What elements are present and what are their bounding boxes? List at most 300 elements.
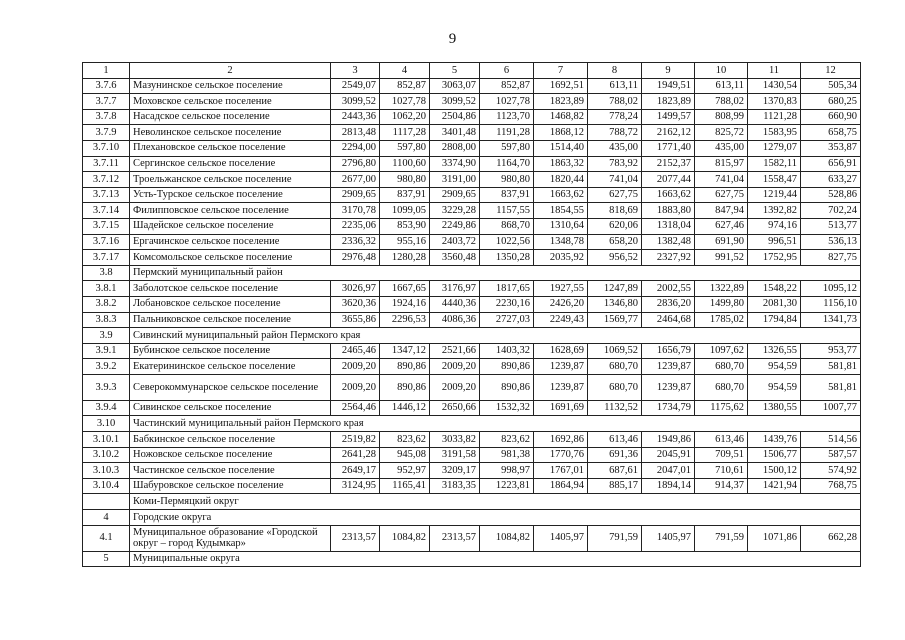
value-cell: 2836,20 (642, 296, 695, 312)
settlement-name: Пальниковское сельское поселение (130, 312, 331, 328)
settlement-name: Заболотское сельское поселение (130, 281, 331, 297)
value-cell: 996,51 (748, 234, 801, 250)
value-cell: 1548,22 (748, 281, 801, 297)
value-cell: 680,70 (588, 374, 642, 400)
value-cell: 1663,62 (534, 187, 588, 203)
column-header: 10 (695, 63, 748, 79)
row-code: 3.8.2 (83, 296, 130, 312)
value-cell: 2464,68 (642, 312, 695, 328)
value-cell: 435,00 (588, 140, 642, 156)
value-cell: 587,57 (801, 447, 861, 463)
value-cell: 687,61 (588, 463, 642, 479)
table-row (83, 281, 861, 297)
settlement-name: Мазунинское сельское поселение (130, 78, 331, 94)
value-cell: 1132,52 (588, 400, 642, 416)
value-cell: 768,75 (801, 478, 861, 494)
table-row (83, 432, 861, 448)
value-cell: 691,36 (588, 447, 642, 463)
row-code: 3.10 (83, 416, 130, 432)
column-header: 5 (430, 63, 480, 79)
settlement-name: Усть-Турское сельское поселение (130, 187, 331, 203)
value-cell: 613,11 (695, 78, 748, 94)
section-row (83, 510, 861, 526)
value-cell: 1663,62 (642, 187, 695, 203)
value-cell: 788,02 (695, 94, 748, 110)
value-cell: 1322,89 (695, 281, 748, 297)
value-cell: 815,97 (695, 156, 748, 172)
value-cell: 3170,78 (331, 203, 380, 219)
column-header: 8 (588, 63, 642, 79)
row-code: 3.8 (83, 265, 130, 281)
value-cell: 1582,11 (748, 156, 801, 172)
value-cell: 945,08 (380, 447, 430, 463)
value-cell: 658,20 (588, 234, 642, 250)
value-cell: 1121,28 (748, 109, 801, 125)
value-cell: 1239,87 (534, 359, 588, 375)
value-cell: 1350,28 (480, 250, 534, 266)
value-cell: 2162,12 (642, 125, 695, 141)
value-cell: 1279,07 (748, 140, 801, 156)
value-cell: 1692,86 (534, 432, 588, 448)
table-row (83, 234, 861, 250)
value-cell: 823,62 (480, 432, 534, 448)
value-cell: 1752,95 (748, 250, 801, 266)
value-cell: 852,87 (380, 78, 430, 94)
value-cell: 1403,32 (480, 343, 534, 359)
value-cell: 2313,57 (331, 525, 380, 551)
value-cell: 710,61 (695, 463, 748, 479)
value-cell: 1100,60 (380, 156, 430, 172)
value-cell: 2249,86 (430, 218, 480, 234)
value-cell: 3063,07 (430, 78, 480, 94)
value-cell: 1883,80 (642, 203, 695, 219)
column-header: 4 (380, 63, 430, 79)
section-row (83, 551, 861, 567)
value-cell: 1823,89 (642, 94, 695, 110)
value-cell: 954,59 (748, 359, 801, 375)
column-header: 11 (748, 63, 801, 79)
value-cell: 1219,44 (748, 187, 801, 203)
value-cell: 2035,92 (534, 250, 588, 266)
value-cell: 2465,46 (331, 343, 380, 359)
value-cell: 1949,51 (642, 78, 695, 94)
value-cell: 837,91 (480, 187, 534, 203)
settlement-name: Моховское сельское поселение (130, 94, 331, 110)
value-cell: 2152,37 (642, 156, 695, 172)
value-cell: 613,11 (588, 78, 642, 94)
settlement-name: Екатерининское сельское поселение (130, 359, 331, 375)
value-cell: 2909,65 (430, 187, 480, 203)
row-code (83, 494, 130, 510)
section-row (83, 494, 861, 510)
settlement-name: Шадейское сельское поселение (130, 218, 331, 234)
value-cell: 890,86 (380, 374, 430, 400)
table-row (83, 463, 861, 479)
value-cell: 3229,28 (430, 203, 480, 219)
value-cell: 2002,55 (642, 281, 695, 297)
row-code: 3.9 (83, 328, 130, 344)
value-cell: 660,90 (801, 109, 861, 125)
value-cell: 1506,77 (748, 447, 801, 463)
value-cell: 2327,92 (642, 250, 695, 266)
row-code: 3.7.14 (83, 203, 130, 219)
value-cell: 1439,76 (748, 432, 801, 448)
column-header: 2 (130, 63, 331, 79)
value-cell: 536,13 (801, 234, 861, 250)
value-cell: 1468,82 (534, 109, 588, 125)
value-cell: 953,77 (801, 343, 861, 359)
row-code: 3.10.1 (83, 432, 130, 448)
value-cell: 2009,20 (430, 359, 480, 375)
value-cell: 853,90 (380, 218, 430, 234)
value-cell: 2976,48 (331, 250, 380, 266)
row-code: 3.9.2 (83, 359, 130, 375)
value-cell: 702,24 (801, 203, 861, 219)
table-row (83, 203, 861, 219)
value-cell: 1927,55 (534, 281, 588, 297)
settlement-name: Муниципальное образование «Городской округ – город Кудымкар» (130, 525, 331, 551)
value-cell: 1326,55 (748, 343, 801, 359)
column-header: 6 (480, 63, 534, 79)
page-number: 9 (448, 31, 457, 47)
value-cell: 528,86 (801, 187, 861, 203)
value-cell: 1894,14 (642, 478, 695, 494)
value-cell: 658,75 (801, 125, 861, 141)
value-cell: 633,27 (801, 172, 861, 188)
value-cell: 847,94 (695, 203, 748, 219)
value-cell: 2045,91 (642, 447, 695, 463)
value-cell: 852,87 (480, 78, 534, 94)
value-cell: 1095,12 (801, 281, 861, 297)
table-row (83, 296, 861, 312)
settlement-name: Ергачинское сельское поселение (130, 234, 331, 250)
value-cell: 1165,41 (380, 478, 430, 494)
value-cell: 1071,86 (748, 525, 801, 551)
value-cell: 1239,87 (534, 374, 588, 400)
table-row (83, 109, 861, 125)
value-cell: 505,34 (801, 78, 861, 94)
value-cell: 2519,82 (331, 432, 380, 448)
table-row (83, 478, 861, 494)
value-cell: 1628,69 (534, 343, 588, 359)
value-cell: 1405,97 (534, 525, 588, 551)
value-cell: 613,46 (695, 432, 748, 448)
table-row (83, 172, 861, 188)
row-code: 3.7.7 (83, 94, 130, 110)
row-code: 3.7.15 (83, 218, 130, 234)
row-code: 3.7.17 (83, 250, 130, 266)
value-cell: 868,70 (480, 218, 534, 234)
settlement-name: Насадское сельское поселение (130, 109, 331, 125)
value-cell: 1924,16 (380, 296, 430, 312)
value-cell: 1341,73 (801, 312, 861, 328)
value-cell: 1382,48 (642, 234, 695, 250)
value-cell: 980,80 (480, 172, 534, 188)
value-cell: 2649,17 (331, 463, 380, 479)
value-cell: 1239,87 (642, 374, 695, 400)
section-title: Сивинский муниципальный район Пермского края (130, 328, 861, 344)
value-cell: 2909,65 (331, 187, 380, 203)
settlement-name: Шабуровское сельское поселение (130, 478, 331, 494)
value-cell: 1223,81 (480, 478, 534, 494)
value-cell: 954,59 (748, 374, 801, 400)
value-cell: 435,00 (695, 140, 748, 156)
value-cell: 2336,32 (331, 234, 380, 250)
value-cell: 597,80 (380, 140, 430, 156)
value-cell: 1514,40 (534, 140, 588, 156)
value-cell: 1864,94 (534, 478, 588, 494)
value-cell: 998,97 (480, 463, 534, 479)
settlement-name: Ножовское сельское поселение (130, 447, 331, 463)
value-cell: 3209,17 (430, 463, 480, 479)
settlement-name: Сивинское сельское поселение (130, 400, 331, 416)
value-cell: 3183,35 (430, 478, 480, 494)
value-cell: 1532,32 (480, 400, 534, 416)
value-cell: 956,52 (588, 250, 642, 266)
value-cell: 2641,28 (331, 447, 380, 463)
value-cell: 2650,66 (430, 400, 480, 416)
value-cell: 1175,62 (695, 400, 748, 416)
value-cell: 981,38 (480, 447, 534, 463)
row-code: 3.10.4 (83, 478, 130, 494)
value-cell: 1785,02 (695, 312, 748, 328)
value-cell: 890,86 (480, 359, 534, 375)
value-cell: 1084,82 (480, 525, 534, 551)
value-cell: 788,72 (588, 125, 642, 141)
settlement-name: Неволинское сельское поселение (130, 125, 331, 141)
value-cell: 1691,69 (534, 400, 588, 416)
value-cell: 691,90 (695, 234, 748, 250)
table-row (83, 125, 861, 141)
value-cell: 1734,79 (642, 400, 695, 416)
row-code: 4 (83, 510, 130, 526)
row-code: 3.8.1 (83, 281, 130, 297)
value-cell: 620,06 (588, 218, 642, 234)
value-cell: 1123,70 (480, 109, 534, 125)
value-cell: 1239,87 (642, 359, 695, 375)
value-cell: 791,59 (695, 525, 748, 551)
row-code: 3.7.16 (83, 234, 130, 250)
row-code: 3.7.9 (83, 125, 130, 141)
value-cell: 1794,84 (748, 312, 801, 328)
value-cell: 2047,01 (642, 463, 695, 479)
value-cell: 3033,82 (430, 432, 480, 448)
value-cell: 1583,95 (748, 125, 801, 141)
row-code: 5 (83, 551, 130, 567)
value-cell: 1097,62 (695, 343, 748, 359)
value-cell: 808,99 (695, 109, 748, 125)
value-cell: 1157,55 (480, 203, 534, 219)
value-cell: 818,69 (588, 203, 642, 219)
section-title: Городские округа (130, 510, 861, 526)
table-row (83, 312, 861, 328)
value-cell: 4086,36 (430, 312, 480, 328)
value-cell: 1656,79 (642, 343, 695, 359)
value-cell: 2294,00 (331, 140, 380, 156)
value-cell: 2296,53 (380, 312, 430, 328)
value-cell: 656,91 (801, 156, 861, 172)
row-code: 3.9.1 (83, 343, 130, 359)
table-row (83, 359, 861, 375)
section-title: Частинский муниципальный район Пермского края (130, 416, 861, 432)
value-cell: 1022,56 (480, 234, 534, 250)
value-cell: 1027,78 (480, 94, 534, 110)
value-cell: 1770,76 (534, 447, 588, 463)
value-cell: 1430,54 (748, 78, 801, 94)
value-cell: 1446,12 (380, 400, 430, 416)
value-cell: 991,52 (695, 250, 748, 266)
value-cell: 2081,30 (748, 296, 801, 312)
value-cell: 1027,78 (380, 94, 430, 110)
value-cell: 1569,77 (588, 312, 642, 328)
value-cell: 783,92 (588, 156, 642, 172)
settlement-name: Бабкинское сельское поселение (130, 432, 331, 448)
value-cell: 2443,36 (331, 109, 380, 125)
table-row (83, 140, 861, 156)
table-row (83, 218, 861, 234)
value-cell: 3401,48 (430, 125, 480, 141)
table-row (83, 78, 861, 94)
value-cell: 1868,12 (534, 125, 588, 141)
row-code: 3.7.8 (83, 109, 130, 125)
value-cell: 791,59 (588, 525, 642, 551)
value-cell: 1854,55 (534, 203, 588, 219)
value-cell: 1820,44 (534, 172, 588, 188)
table-header-row (83, 63, 861, 79)
value-cell: 4440,36 (430, 296, 480, 312)
value-cell: 574,92 (801, 463, 861, 479)
value-cell: 1099,05 (380, 203, 430, 219)
value-cell: 1007,77 (801, 400, 861, 416)
value-cell: 1310,64 (534, 218, 588, 234)
table-row (83, 525, 861, 551)
value-cell: 1823,89 (534, 94, 588, 110)
column-header: 12 (801, 63, 861, 79)
value-cell: 662,28 (801, 525, 861, 551)
data-table (82, 62, 861, 567)
section-row (83, 416, 861, 432)
value-cell: 2249,43 (534, 312, 588, 328)
value-cell: 1817,65 (480, 281, 534, 297)
settlement-name: Северокоммунарское сельское поселение (130, 374, 331, 400)
value-cell: 1499,57 (642, 109, 695, 125)
value-cell: 2808,00 (430, 140, 480, 156)
value-cell: 1062,20 (380, 109, 430, 125)
value-cell: 1156,10 (801, 296, 861, 312)
value-cell: 1499,80 (695, 296, 748, 312)
value-cell: 3099,52 (331, 94, 380, 110)
value-cell: 2549,07 (331, 78, 380, 94)
value-cell: 837,91 (380, 187, 430, 203)
value-cell: 1863,32 (534, 156, 588, 172)
value-cell: 778,24 (588, 109, 642, 125)
value-cell: 1392,82 (748, 203, 801, 219)
value-cell: 3099,52 (430, 94, 480, 110)
value-cell: 353,87 (801, 140, 861, 156)
row-code: 3.7.6 (83, 78, 130, 94)
row-code: 4.1 (83, 525, 130, 551)
column-header: 3 (331, 63, 380, 79)
value-cell: 1421,94 (748, 478, 801, 494)
table-row (83, 156, 861, 172)
value-cell: 513,77 (801, 218, 861, 234)
value-cell: 581,81 (801, 359, 861, 375)
value-cell: 914,37 (695, 478, 748, 494)
value-cell: 2235,06 (331, 218, 380, 234)
value-cell: 823,62 (380, 432, 430, 448)
value-cell: 3655,86 (331, 312, 380, 328)
value-cell: 885,17 (588, 478, 642, 494)
value-cell: 514,56 (801, 432, 861, 448)
value-cell: 627,75 (588, 187, 642, 203)
settlement-name: Бубинское сельское поселение (130, 343, 331, 359)
value-cell: 709,51 (695, 447, 748, 463)
value-cell: 1348,78 (534, 234, 588, 250)
section-title: Муниципальные округа (130, 551, 861, 567)
value-cell: 825,72 (695, 125, 748, 141)
column-header: 1 (83, 63, 130, 79)
value-cell: 2230,16 (480, 296, 534, 312)
table-row (83, 374, 861, 400)
value-cell: 2009,20 (331, 374, 380, 400)
value-cell: 1558,47 (748, 172, 801, 188)
value-cell: 2426,20 (534, 296, 588, 312)
row-code: 3.7.10 (83, 140, 130, 156)
row-code: 3.7.12 (83, 172, 130, 188)
section-row (83, 265, 861, 281)
value-cell: 1318,04 (642, 218, 695, 234)
value-cell: 1692,51 (534, 78, 588, 94)
value-cell: 2313,57 (430, 525, 480, 551)
value-cell: 2009,20 (331, 359, 380, 375)
value-cell: 1117,28 (380, 125, 430, 141)
value-cell: 2403,72 (430, 234, 480, 250)
value-cell: 3026,97 (331, 281, 380, 297)
value-cell: 3560,48 (430, 250, 480, 266)
value-cell: 3191,58 (430, 447, 480, 463)
settlement-name: Частинское сельское поселение (130, 463, 331, 479)
value-cell: 680,70 (695, 374, 748, 400)
value-cell: 1247,89 (588, 281, 642, 297)
row-code: 3.9.3 (83, 374, 130, 400)
value-cell: 974,16 (748, 218, 801, 234)
column-header: 7 (534, 63, 588, 79)
value-cell: 1164,70 (480, 156, 534, 172)
section-row (83, 328, 861, 344)
value-cell: 1380,55 (748, 400, 801, 416)
value-cell: 1280,28 (380, 250, 430, 266)
table-row (83, 447, 861, 463)
value-cell: 2504,86 (430, 109, 480, 125)
value-cell: 2077,44 (642, 172, 695, 188)
value-cell: 2564,46 (331, 400, 380, 416)
value-cell: 1500,12 (748, 463, 801, 479)
value-cell: 3176,97 (430, 281, 480, 297)
value-cell: 680,25 (801, 94, 861, 110)
row-code: 3.9.4 (83, 400, 130, 416)
value-cell: 890,86 (380, 359, 430, 375)
table-row (83, 94, 861, 110)
value-cell: 2009,20 (430, 374, 480, 400)
settlement-name: Филипповское сельское поселение (130, 203, 331, 219)
column-header: 9 (642, 63, 695, 79)
value-cell: 1370,83 (748, 94, 801, 110)
table-row (83, 400, 861, 416)
value-cell: 788,02 (588, 94, 642, 110)
value-cell: 741,04 (695, 172, 748, 188)
settlement-name: Лобановское сельское поселение (130, 296, 331, 312)
value-cell: 1767,01 (534, 463, 588, 479)
